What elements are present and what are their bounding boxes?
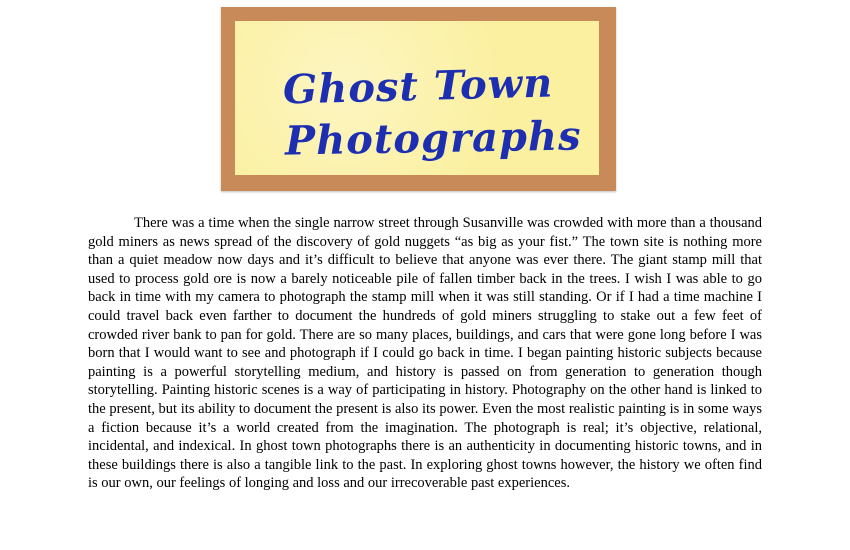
title-line-2: Photographs: [284, 112, 582, 165]
title-paper: [235, 21, 599, 175]
body-paragraph: There was a time when the single narrow street through Susanville was crowded with more than a thousand gold miners as news spread of the discovery of gold nuggets “as big as your fist.” The town site is nothing more than a quiet meadow now days and it’s difficult to believe that anyone was ever there. The giant stamp mill that used to process gold ore is now a barely noticeable pile of fallen timber back in the trees. I wish I was able to go back in time with my camera to photograph the stamp mill when it was still standing. Or if I had a time machine I could travel back even farther to document the hundreds of gold miners struggling to stake out a few feet of crowded river bank to pan for gold. There are so many places, buildings, and cars that were gone long before I was born that I would want to see and photograph if I could go back in time. I began painting historic subjects because painting is a powerful storytelling medium, and history is passed on from generation to generation though storytelling. Painting historic scenes is a way of participating in history. Photography on the other hand is linked to the present, but its ability to document the present is also its power. Even the most realistic painting is in some ways a fiction because it’s a world created from the imagination. The photograph is real; it’s objective, relational, incidental, and indexical. In ghost town photographs there is an authenticity in documenting historic towns, and in these buildings there is also a tangible link to the past. In exploring ghost towns however, the history we often find is our own, our feelings of longing and loss and our irrecoverable past experiences.: [88, 215, 762, 492]
title-card: [221, 7, 616, 191]
title-line-1: Ghost Town: [282, 59, 554, 114]
